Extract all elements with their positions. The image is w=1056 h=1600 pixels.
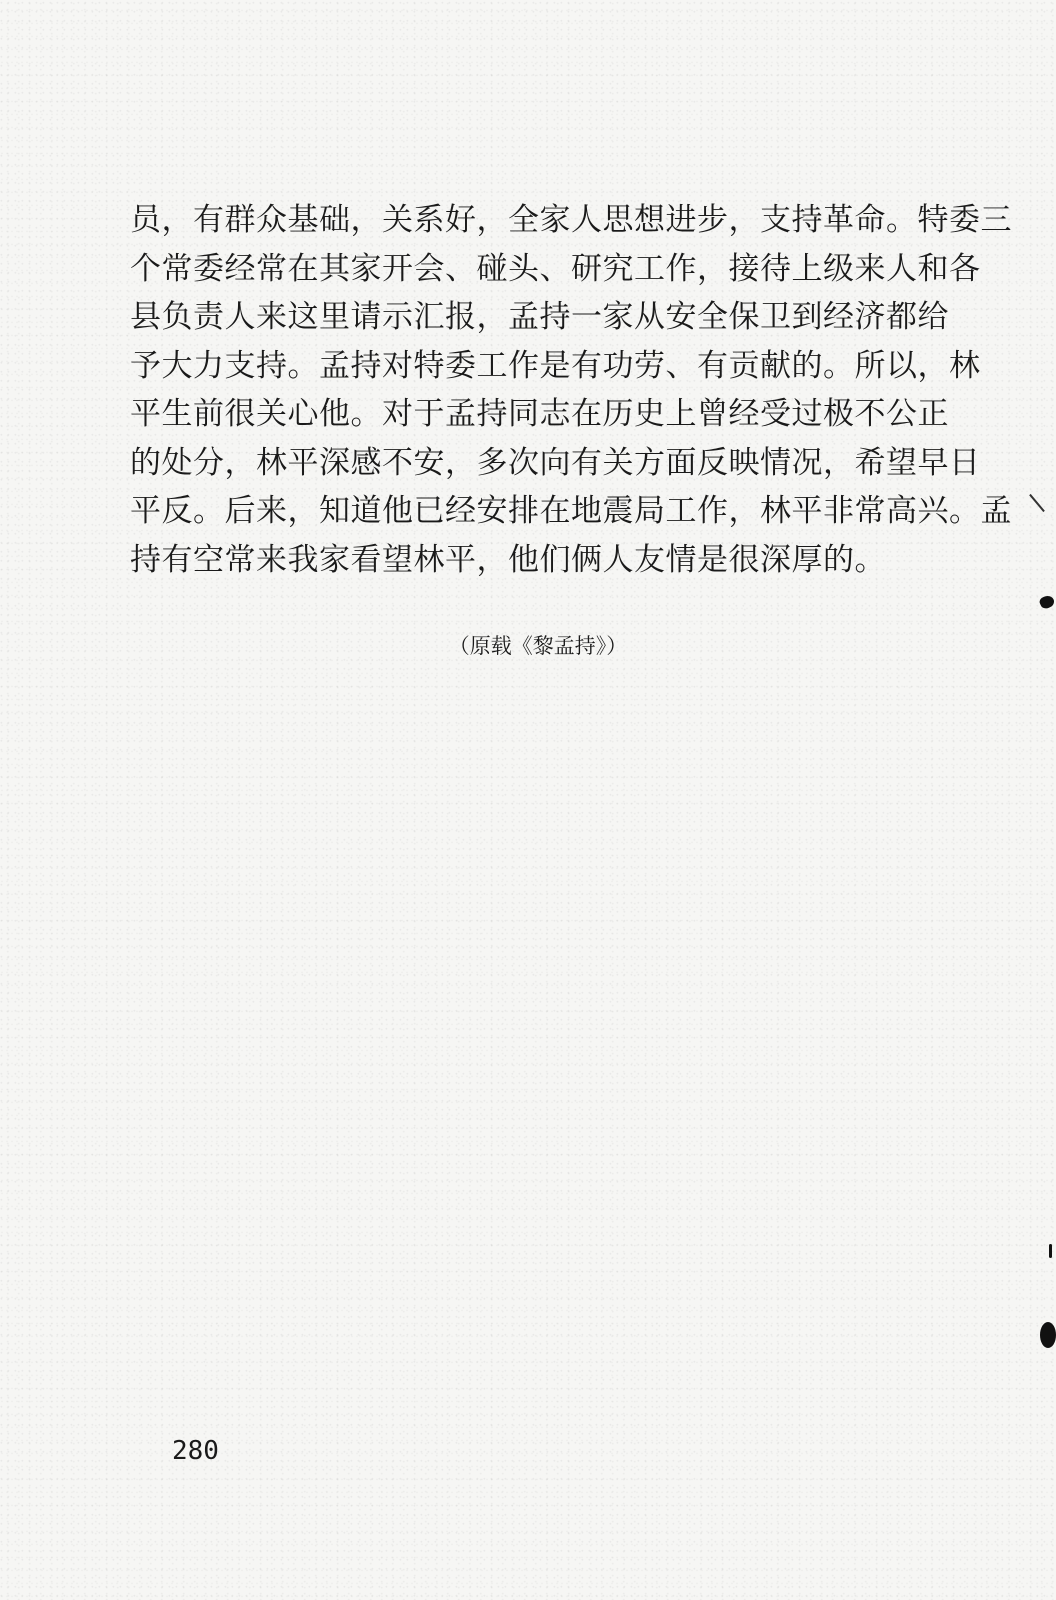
text-line: 个常委经常在其家开会、碰头、研究工作，接待上级来人和各 <box>130 250 981 287</box>
text-line: 平生前很关心他。对于孟持同志在历史上曾经受过极不公正 <box>130 396 949 432</box>
text-line: 持有空常来我家看望林平，他们俩人友情是很深厚的。 <box>130 541 886 578</box>
scan-artifact <box>1029 494 1045 512</box>
text-line: 员，有群众基础，关系好，全家人思想进步，支持革命。特委三 <box>130 202 1012 238</box>
text-line: 县负责人来这里请示汇报，孟持一家从安全保卫到经济都给 <box>130 299 949 335</box>
scan-artifact <box>1038 594 1056 611</box>
source-note: （原载《黎孟持》） <box>448 634 628 658</box>
scan-artifact <box>1049 1244 1052 1258</box>
body-paragraph <box>130 196 1012 584</box>
scan-artifact <box>1040 1322 1056 1348</box>
text-line: 平反。后来，知道他已经安排在地震局工作，林平非常高兴。孟 <box>130 493 1012 529</box>
page-number: 280 <box>172 1436 219 1466</box>
text-line: 予大力支持。孟持对特委工作是有功劳、有贡献的。所以，林 <box>130 347 981 384</box>
text-line: 的处分，林平深感不安，多次向有关方面反映情况，希望早日 <box>130 444 981 481</box>
